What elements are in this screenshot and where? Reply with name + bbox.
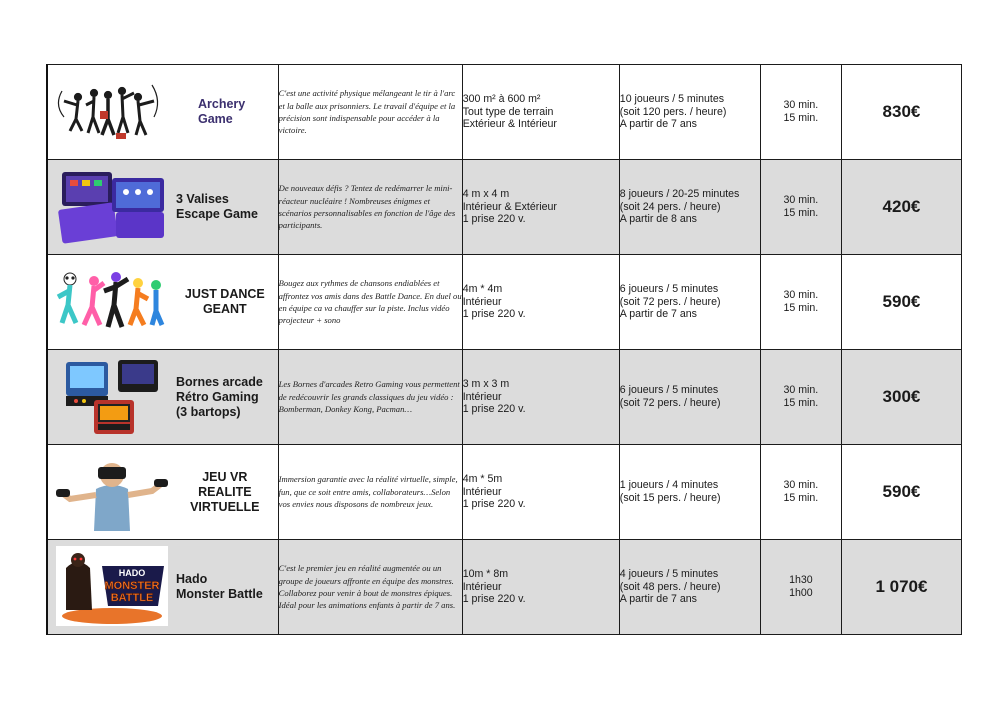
hado-monster-battle-logo xyxy=(56,546,168,626)
logo-text-hado: HADO xyxy=(118,568,146,578)
table-row xyxy=(47,350,962,445)
activity-name: Bornes arcade Rétro Gaming (3 bartops) xyxy=(176,374,263,419)
activity-name: Archery Game xyxy=(198,97,246,126)
activity-description: Bougez aux rythmes de chansons endiablées et affrontez vos amis dans des Battle Dance. En duel ou en équipe ca va chauffer sur la piste. Inclus vidéo projecteur + sono xyxy=(278,255,462,350)
duration: 30 min. 15 min. xyxy=(760,160,841,255)
space-requirements: 4 m x 4 m Intérieur & Extérieur 1 prise 220 v. xyxy=(462,160,619,255)
space-requirements: 3 m x 3 m Intérieur 1 prise 220 v. xyxy=(462,350,619,445)
players-capacity: 1 joueurs / 4 minutes (soit 15 pers. / heure) xyxy=(619,445,760,540)
dancers-illustration xyxy=(56,261,168,341)
activity-cell xyxy=(47,445,278,540)
duration: 1h30 1h00 xyxy=(760,540,841,635)
activity-description: Immersion garantie avec la réalité virtuelle, simple, fun, que ce soit entre amis, collaborateurs…Selon vos envies nous disposons de nombreux jeux. xyxy=(278,445,462,540)
offers-table-wrapper xyxy=(46,64,962,635)
space-requirements: 4m * 4m Intérieur 1 prise 220 v. xyxy=(462,255,619,350)
players-capacity: 10 joueurs / 5 minutes (soit 120 pers. / heure) A partir de 7 ans xyxy=(619,65,760,160)
players-capacity: 4 joueurs / 5 minutes (soit 48 pers. / heure) A partir de 7 ans xyxy=(619,540,760,635)
offers-table xyxy=(46,64,962,635)
activity-cell xyxy=(47,160,278,255)
duration: 30 min. 15 min. xyxy=(760,65,841,160)
space-requirements: 10m * 8m Intérieur 1 prise 220 v. xyxy=(462,540,619,635)
players-capacity: 6 joueurs / 5 minutes (soit 72 pers. / heure) A partir de 7 ans xyxy=(619,255,760,350)
vr-player-photo xyxy=(56,451,168,531)
arcade-cabinets-photo xyxy=(56,356,168,436)
duration: 30 min. 15 min. xyxy=(760,255,841,350)
suitcases-photo xyxy=(56,166,168,246)
logo-text-monster: MONSTER xyxy=(104,580,160,592)
table-row xyxy=(47,540,962,635)
price: 590€ xyxy=(841,255,961,350)
activity-description: C'est le premier jeu en réalité augmentée ou un groupe de joueurs affronte en équipe des monstres. Collaborez pour venir à bout de monstres épiques. Idéal pour les animations enfants à partir de 7 ans. xyxy=(278,540,462,635)
activity-description: Les Bornes d'arcades Retro Gaming vous permettent de redécouvrir les grands classiques du jeu vidéo : Bomberman, Donkey Kong, Pacman… xyxy=(278,350,462,445)
price: 300€ xyxy=(841,350,961,445)
price: 1 070€ xyxy=(841,540,961,635)
price: 420€ xyxy=(841,160,961,255)
players-capacity: 6 joueurs / 5 minutes (soit 72 pers. / heure) xyxy=(619,350,760,445)
duration: 30 min. 15 min. xyxy=(760,350,841,445)
duration: 30 min. 15 min. xyxy=(760,445,841,540)
space-requirements: 300 m² à 600 m² Tout type de terrain Extérieur & Intérieur xyxy=(462,65,619,160)
players-capacity: 8 joueurs / 20-25 minutes (soit 24 pers. / heure) A partir de 8 ans xyxy=(619,160,760,255)
archers-photo xyxy=(56,71,168,151)
activity-cell xyxy=(47,65,278,160)
price: 590€ xyxy=(841,445,961,540)
activity-name: Hado Monster Battle xyxy=(176,572,263,601)
activity-cell xyxy=(47,540,278,635)
table-row xyxy=(47,65,962,160)
table-row xyxy=(47,255,962,350)
activity-name: JUST DANCE GEANT xyxy=(184,287,265,316)
activity-description: De nouveaux défis ? Tentez de redémarrer le mini-réacteur nucléaire ! Nombreuses énigmes et scénarios personnalisables en fonction de l'âge des participants. xyxy=(278,160,462,255)
activity-name: 3 Valises Escape Game xyxy=(176,192,258,221)
table-row xyxy=(47,160,962,255)
table-row xyxy=(47,445,962,540)
activity-cell xyxy=(47,255,278,350)
activity-cell xyxy=(47,350,278,445)
logo-text-battle: BATTLE xyxy=(110,592,154,604)
activity-name: JEU VR REALITE VIRTUELLE xyxy=(190,469,260,514)
space-requirements: 4m * 5m Intérieur 1 prise 220 v. xyxy=(462,445,619,540)
price: 830€ xyxy=(841,65,961,160)
activity-description: C'est une activité physique mélangeant le tir à l'arc et la balle aux prisonniers. Le travail d'équipe et la précision sont indispensable pour accéder à la victoire. xyxy=(278,65,462,160)
